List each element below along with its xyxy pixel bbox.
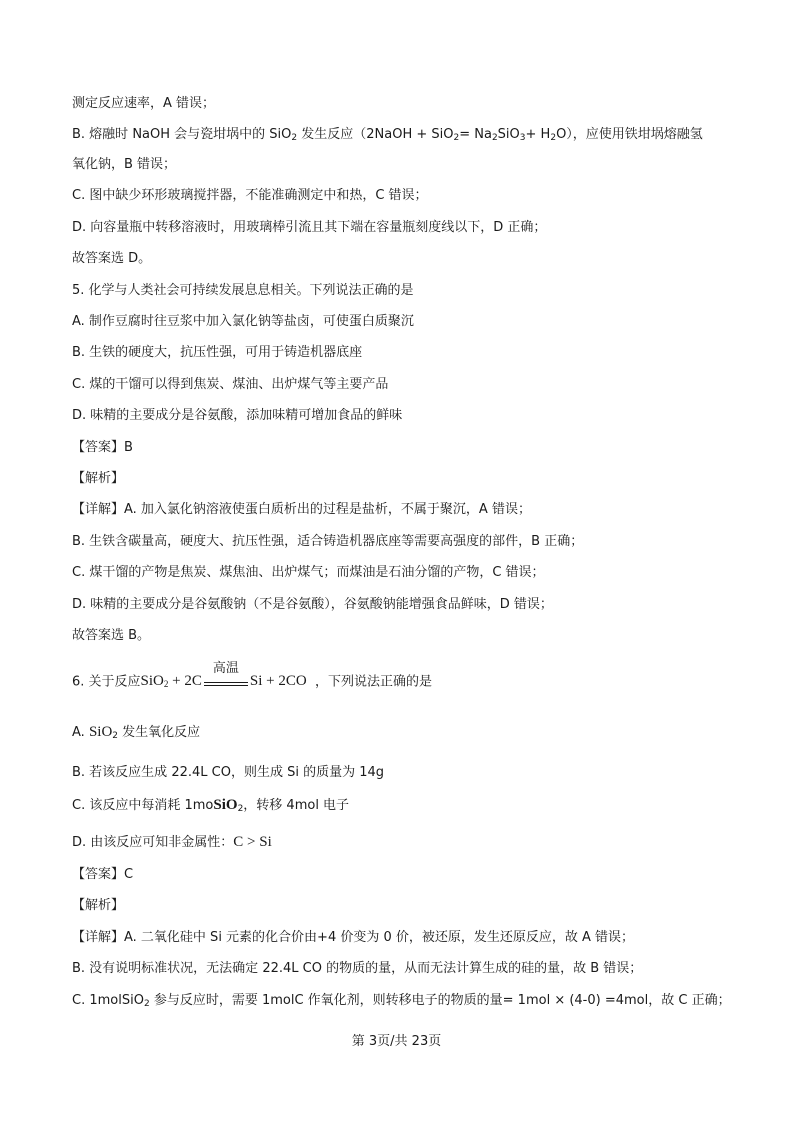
option-a [72, 723, 200, 745]
subscript: 2 [163, 679, 169, 690]
subscript: 2 [237, 804, 244, 814]
detail-line: 【详解】A. 加入氯化钠溶液使蛋白质析出的过程是盐析，不属于聚沉，A 错误； [72, 502, 531, 517]
text-line: D. 向容量瓶中转移溶液时，用玻璃棒引流且其下端在容量瓶刻度线以下，D 正确； [72, 220, 547, 235]
text-span: 参与反应时，需要 1molC 作氧化剂，则转移电子的物质的量= 1mol × (4-0) =4mol，故 C 正确； [149, 993, 731, 1008]
text-line: C. 图中缺少环形玻璃搅拌器，不能准确测定中和热，C 错误； [72, 188, 428, 203]
answer-label: 【答案】B [72, 440, 133, 455]
text-line: 氧化钠，B 错误； [72, 157, 177, 172]
subscript: 2 [143, 999, 150, 1009]
option-d [72, 833, 272, 852]
subscript: 2 [550, 133, 557, 143]
formula-sio2: SiO [140, 673, 164, 690]
text-span: ，下列说法正确的是 [314, 674, 432, 690]
option-b: B. 生铁的硬度大，抗压性强，可用于铸造机器底座 [72, 345, 363, 360]
text-span: C. 该反应中每消耗 1mo [72, 798, 214, 813]
analysis-label: 【解析】 [72, 471, 125, 486]
option-c: C. 煤的干馏可以得到焦炭、煤油、出炉煤气等主要产品 [72, 377, 389, 392]
text-span: O），应使用铁坩埚熔融氢 [556, 127, 703, 142]
subscript: 2 [491, 133, 498, 143]
option-c [72, 796, 349, 818]
reaction-arrow [204, 661, 248, 692]
subscript: 2 [453, 133, 460, 143]
text-span: C. 1molSiO [72, 993, 144, 1008]
question-6 [72, 661, 432, 693]
detail-line: 【详解】A. 二氧化硅中 Si 元素的化合价由+4 价变为 0 价，被还原，发生还原反应，故 A 错误； [72, 930, 635, 945]
text-line: 测定反应速率，A 错误； [72, 96, 216, 111]
option-a: A. 制作豆腐时往豆浆中加入氯化钠等盐卤，可使蛋白质聚沉 [72, 314, 414, 329]
analysis-label: 【解析】 [72, 898, 125, 913]
text-line [72, 126, 703, 147]
formula-products: Si + 2CO [249, 673, 307, 690]
text-span: ，转移 4mol 电子 [243, 798, 350, 813]
text-span: D. 由该反应可知非金属性： [72, 835, 234, 850]
equation [140, 661, 307, 690]
answer-label: 【答案】C [72, 867, 134, 882]
detail-line: 故答案选 B。 [72, 628, 151, 643]
page-footer: 第 3页/共 23页 [351, 1034, 442, 1049]
option-d: D. 味精的主要成分是谷氨酸，添加味精可增加食品的鲜味 [72, 408, 403, 423]
subscript: 2 [112, 731, 119, 741]
formula: SiO [213, 797, 238, 813]
text-span: 发生反应（2NaOH + SiO [297, 127, 454, 142]
question-5: 5. 化学与人类社会可持续发展息息相关。下列说法正确的是 [72, 283, 414, 298]
text-span: SiO [497, 127, 520, 142]
detail-line: C. 煤干馏的产物是焦炭、煤焦油、出炉煤气；而煤油是石油分馏的产物，C 错误； [72, 565, 545, 580]
formula: C > Si [233, 834, 272, 850]
option-b: B. 若该反应生成 22.4L CO，则生成 Si 的质量为 14g [72, 765, 385, 780]
detail-line: B. 没有说明标准状况，无法确定 22.4L CO 的物质的量，从而无法计算生成的硅的量，故 B 错误； [72, 961, 643, 976]
detail-line [72, 992, 731, 1013]
condition-label: 高温 [212, 661, 239, 676]
formula-2c: + 2C [168, 673, 202, 690]
text-span: = Na [459, 127, 492, 142]
text-span: 发生氧化反应 [118, 725, 201, 740]
text-span: B. 熔融时 NaOH 会与瓷坩埚中的 SiO [72, 127, 292, 142]
text-span: 6. 关于反应 [72, 674, 141, 690]
text-span: + H [525, 127, 551, 142]
subscript: 2 [291, 133, 298, 143]
detail-line: B. 生铁含碳量高，硬度大、抗压性强，适合铸造机器底座等需要高强度的部件，B 正确； [72, 534, 584, 549]
text-span: A. [72, 725, 89, 740]
formula: SiO [88, 724, 113, 740]
subscript: 3 [519, 133, 526, 143]
detail-line: D. 味精的主要成分是谷氨酸钠（不是谷氨酸），谷氨酸钠能增强食品鲜味，D 错误； [72, 597, 553, 612]
text-line: 故答案选 D。 [72, 251, 152, 266]
